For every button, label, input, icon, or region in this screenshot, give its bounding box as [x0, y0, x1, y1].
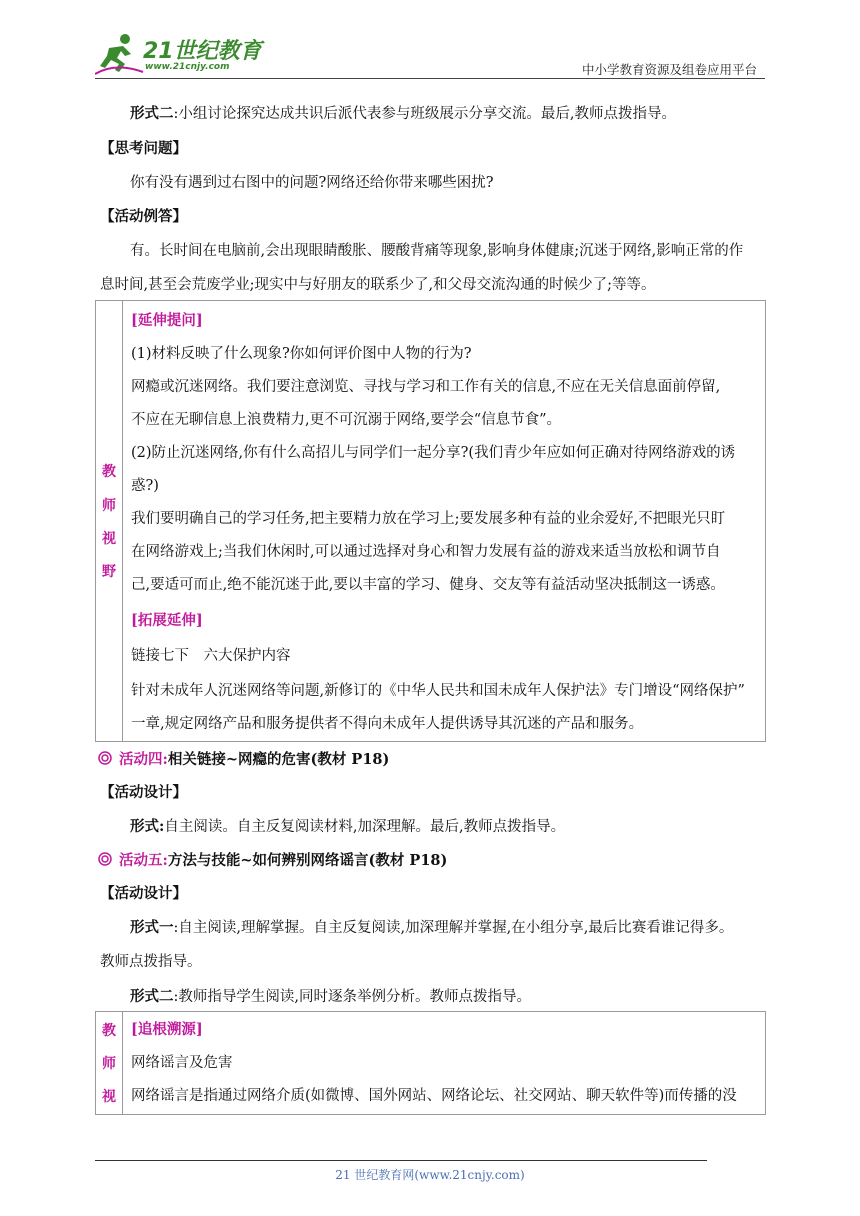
activity5-title — [119, 849, 447, 870]
box-line: 针对未成年人沉迷网络等问题,新修订的《中华人民共和国未成年人保护法》专门增设“网络保护” — [131, 683, 745, 699]
side-char: 视 — [102, 1089, 116, 1105]
side-char: 视 — [102, 531, 116, 547]
example-heading: 【活动例答】 — [100, 208, 187, 225]
side-char: 教 — [102, 464, 116, 480]
activity5-form2-label: 形式二 — [130, 988, 174, 1005]
side-cell — [96, 301, 123, 741]
activity4-label: 活动四: — [119, 751, 168, 768]
activity5-form1-cont: 教师点拨指导。 — [100, 954, 202, 970]
runner-logo-icon — [95, 32, 145, 76]
box-line: 我们要明确自己的学习任务,把主要精力放在学习上;要发展多种有益的业余爱好,不把眼光只盯 — [131, 511, 726, 527]
form2-paragraph — [100, 104, 766, 124]
side-char: 野 — [102, 564, 116, 580]
form2-text: :小组讨论探究达成共识后派代表参与班级展示分享交流。最后,教师点拨指导。 — [173, 106, 676, 122]
expand-extension-heading: [拓展延伸] — [131, 612, 203, 629]
platform-title: 中小学教育资源及组卷应用平台 — [581, 62, 757, 77]
side-char: 教 — [102, 1023, 116, 1039]
side-char: 师 — [102, 498, 116, 514]
teacher-vision-box-1 — [95, 300, 766, 742]
box-line: 己,要适可而止,绝不能沉迷于此,要以丰富的学习、健身、交友等有益活动坚决抵制这一诱惑。 — [131, 577, 725, 593]
box-line: 在网络游戏上;当我们休闲时,可以通过选择对身心和智力发展有益的游戏来适当放松和调节自 — [131, 544, 721, 560]
header-divider — [95, 78, 765, 79]
activity5-design-heading: 【活动设计】 — [100, 885, 187, 902]
activity5-form2-text: :教师指导学生阅读,同时逐条举例分析。教师点拨指导。 — [173, 989, 531, 1005]
activity4-form-label: 形式: — [130, 818, 165, 835]
activity5-form1-label: 形式一 — [130, 919, 174, 936]
target-bullet-icon — [98, 751, 112, 765]
activity5-form1-text: :自主阅读,理解掌握。自主反复阅读,加深理解并掌握,在小组分享,最后比赛看谁记得多。 — [173, 920, 734, 936]
logo-sub-text: www.21cnjy.com — [145, 62, 230, 72]
teacher-vision-box-2 — [95, 1011, 766, 1115]
think-text: 你有没有遇到过右图中的问题?网络还给你带来哪些困扰? — [130, 175, 494, 191]
activity5-title-text: 方法与技能~如何辨别网络谣言(教材 P18) — [167, 852, 448, 869]
activity4-design-heading: 【活动设计】 — [100, 784, 187, 801]
activity4-title-text: 相关链接~网瘾的危害(教材 P18) — [167, 751, 390, 768]
trace-source-heading: [追根溯源] — [131, 1021, 203, 1038]
box-line: 惑?) — [131, 478, 159, 494]
box-line: 网络谣言是指通过网络介质(如微博、国外网站、网络论坛、社交网站、聊天软件等)而传播的没 — [131, 1088, 737, 1104]
box-line: (1)材料反映了什么现象?你如何评价图中人物的行为? — [131, 346, 472, 362]
box-line: 链接七下 六大保护内容 — [131, 648, 291, 664]
logo-main-text: 21世纪教育 — [143, 39, 262, 64]
extension-question-heading: [延伸提问] — [131, 312, 203, 329]
example-line-1: 有。长时间在电脑前,会出现眼睛酸胀、腰酸背痛等现象,影响身体健康;沉迷于网络,影响正常的作 — [130, 243, 744, 259]
activity5-form2 — [100, 987, 766, 1007]
activity4-form — [100, 817, 766, 837]
footer-text: 21 世纪教育网(www.21cnjy.com) — [335, 1168, 525, 1182]
box-line: 一章,规定网络产品和服务提供者不得向未成年人提供诱导其沉迷的产品和服务。 — [131, 716, 644, 732]
box-line: 网络谣言及危害 — [131, 1055, 233, 1071]
think-heading: 【思考问题】 — [100, 140, 187, 157]
logo — [95, 32, 265, 78]
box-line: 不应在无聊信息上浪费精力,更不可沉溺于网络,要学会“信息节食”。 — [131, 412, 562, 428]
box-line: (2)防止沉迷网络,你有什么高招儿与同学们一起分享?(我们青少年应如何正确对待网络游戏的诱 — [131, 445, 736, 461]
side-char: 师 — [102, 1056, 116, 1072]
example-line-2: 息时间,甚至会荒废学业;现实中与好朋友的联系少了,和父母交流沟通的时候少了;等等。 — [100, 277, 656, 293]
activity4-title — [119, 748, 389, 769]
activity5-form1 — [100, 918, 766, 938]
form2-label: 形式二 — [130, 105, 174, 122]
activity4-form-text: 自主阅读。自主反复阅读材料,加深理解。最后,教师点拨指导。 — [164, 819, 566, 835]
target-bullet-icon — [98, 852, 112, 866]
footer-divider — [95, 1160, 707, 1161]
box-line: 网瘾或沉迷网络。我们要注意浏览、寻找与学习和工作有关的信息,不应在无关信息面前停留, — [131, 379, 721, 395]
activity5-label: 活动五: — [119, 852, 168, 869]
